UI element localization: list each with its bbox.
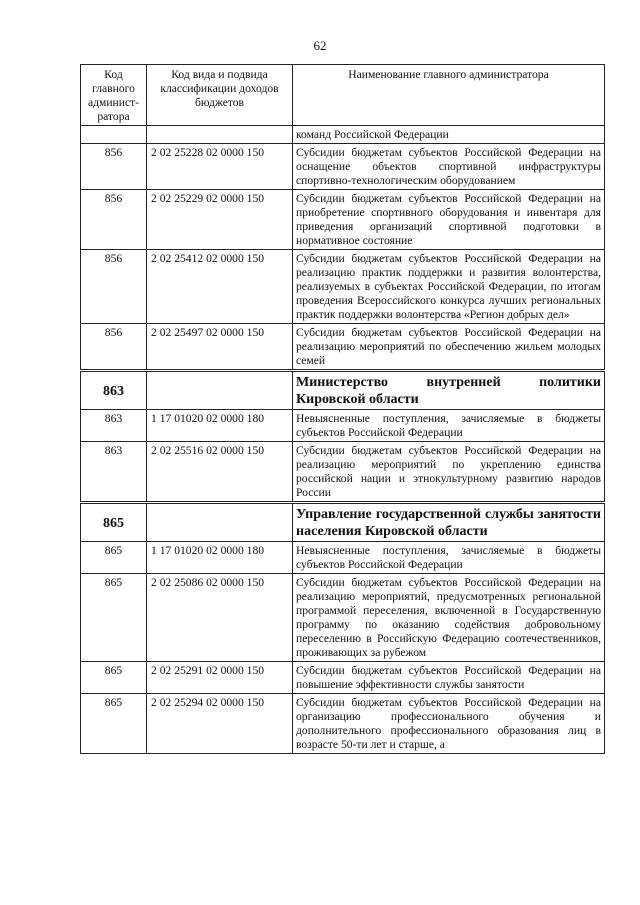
classification-code-cell [147,503,293,542]
admin-code-cell: 865 [81,694,147,754]
admin-code-cell: 865 [81,662,147,694]
admin-code-cell: 856 [81,324,147,371]
admin-name-cell: Субсидии бюджетам субъектов Российской Федерации на организацию профессионального обучения и дополнительного профессионального образования лиц в возрасте 50-ти лет и старше, а [293,694,605,754]
admin-name-cell: Субсидии бюджетам субъектов Российской Федерации на оснащение объектов спортивной инфраструктуры спортивно-технологическим оборудованием [293,144,605,190]
table-row [81,324,605,371]
page-number: 62 [313,38,327,53]
table-header-row [81,65,605,126]
table-body [81,126,605,754]
admin-name-cell: Невыясненные поступления, зачисляемые в бюджеты субъектов Российской Федерации [293,410,605,442]
admin-name-cell: Субсидии бюджетам субъектов Российской Федерации на приобретение спортивного оборудования и инвентаря для приведения организаций спортивной подготовки в нормативное состояние [293,190,605,250]
column-header-classification: Код вида и подвида классификации доходов бюджетов [147,65,293,126]
classification-code-cell [147,371,293,410]
revenue-administrators-table [80,64,605,754]
table-row [81,574,605,662]
admin-code-cell: 856 [81,190,147,250]
admin-code-cell: 865 [81,574,147,662]
administrator-name-heading: Управление государственной службы занятости населения Кировской области [293,503,605,542]
classification-code-cell: 1 17 01020 02 0000 180 [147,542,293,574]
admin-name-cell: Субсидии бюджетам субъектов Российской Федерации на реализацию практик поддержки и развития волонтерства, реализуемых в субъектах Российской Федерации, по итогам проведения Всероссийского конкурса лучших региональных практик поддержки волонтерства «Регион добрых дел» [293,250,605,324]
administrator-heading-row [81,371,605,410]
admin-code-cell: 856 [81,250,147,324]
classification-code-cell [147,126,293,144]
admin-code-cell: 863 [81,410,147,442]
column-header-code: Код главного админист-ратора [81,65,147,126]
classification-code-cell: 2 02 25228 02 0000 150 [147,144,293,190]
table-row [81,410,605,442]
admin-name-cell: Субсидии бюджетам субъектов Российской Федерации на реализацию мероприятий по обеспечению жильем молодых семей [293,324,605,371]
classification-code-cell: 2 02 25229 02 0000 150 [147,190,293,250]
admin-name-cell: Субсидии бюджетам субъектов Российской Федерации на реализацию мероприятий, предусмотренных региональной программой переселения, включенной в Государственную программу по оказанию содействия добровольному переселению в Российскую Федерацию соотечественников, проживающих за рубежом [293,574,605,662]
table-row [81,442,605,503]
admin-code-cell: 865 [81,503,147,542]
table-row [81,126,605,144]
table-row [81,144,605,190]
classification-code-cell: 2 02 25516 02 0000 150 [147,442,293,503]
classification-code-cell: 2 02 25086 02 0000 150 [147,574,293,662]
table-row [81,662,605,694]
classification-code-cell: 2 02 25412 02 0000 150 [147,250,293,324]
admin-name-cell: Субсидии бюджетам субъектов Российской Федерации на реализацию мероприятий по укреплению единства российской нации и этнокультурному развитию народов России [293,442,605,503]
admin-code-cell [81,126,147,144]
admin-code-cell: 863 [81,442,147,503]
classification-code-cell: 2 02 25294 02 0000 150 [147,694,293,754]
table-row [81,694,605,754]
classification-code-cell: 2 02 25497 02 0000 150 [147,324,293,371]
administrator-name-heading: Министерство внутренней политики Кировской области [293,371,605,410]
admin-code-cell: 863 [81,371,147,410]
admin-name-cell: Субсидии бюджетам субъектов Российской Федерации на повышение эффективности службы занятости [293,662,605,694]
admin-code-cell: 856 [81,144,147,190]
admin-code-cell: 865 [81,542,147,574]
admin-name-cell: команд Российской Федерации [293,126,605,144]
table-row [81,250,605,324]
table-row [81,190,605,250]
admin-name-cell: Невыясненные поступления, зачисляемые в бюджеты субъектов Российской Федерации [293,542,605,574]
classification-code-cell: 2 02 25291 02 0000 150 [147,662,293,694]
classification-code-cell: 1 17 01020 02 0000 180 [147,410,293,442]
table-row [81,542,605,574]
administrator-heading-row [81,503,605,542]
column-header-name: Наименование главного администратора [293,65,605,126]
